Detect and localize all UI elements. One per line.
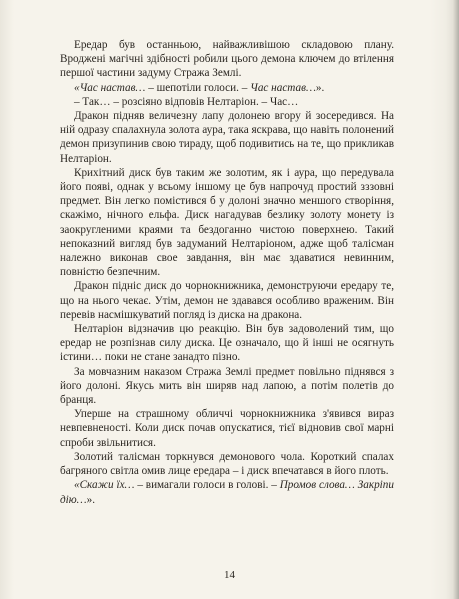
paragraph (60, 38, 394, 81)
body-text (60, 38, 394, 507)
page-number: 14 (224, 569, 235, 581)
italic-text: «Скажи їх… (74, 479, 135, 492)
text-run: – шепотіли голоси. – (145, 81, 251, 94)
text-run: – вимагали голоси в голові. – (134, 479, 280, 492)
page-edge-shadow (453, 0, 459, 599)
text-run: Уперше на страшному обличчі чорнокнижника з'явився вираз невпевненості. Коли диск почав опускатися, тієї відновив свої марні спроби звільнитися. (60, 408, 394, 449)
text-run: – Так… – розсіяно відповів Нелтаріон. – Час… (74, 95, 299, 108)
paragraph (60, 279, 394, 322)
paragraph (60, 81, 394, 95)
paragraph (60, 365, 394, 408)
text-run: Нелтаріон відзначив цю реакцію. Він був задоволений тим, що ередар не розпізнав силу диска. Це означало, що й інші не осягнуть істини… поки не стане занадто пізно. (60, 323, 394, 364)
text-run: Дракон підняв величезну лапу долонею вгору й зосередився. На ній одразу спалахнула золота аура, така яскрава, що навіть полонений демон призупинив свою тираду, щоб подивитись на те, що прикликав Нелтаріон. (60, 110, 394, 165)
text-run: Ередар був останньою, найважливішою складовою плану. Вроджені магічні здібності робили цього демона ключем до втілення першої частини задуму Стража Землі. (60, 39, 394, 80)
text-run: ». (86, 493, 95, 506)
paragraph (60, 322, 394, 365)
paragraph (60, 109, 394, 166)
paragraph (60, 407, 394, 450)
text-run: За мовчазним наказом Стража Землі предмет повільно піднявся з його долоні. Якусь мить він ширяв над лапою, а потім полетів до бранця. (60, 365, 394, 407)
text-run: Золотий талісман торкнувся демонового чола. Короткий спалах багряного світла омив лице ередара – і диск впечатався в його плоть. (60, 450, 394, 478)
italic-text: Промов слова… Закріпи дію… (60, 479, 394, 506)
text-run: ». (315, 81, 325, 94)
text-run: Крихітний диск був таким же золотим, як і аура, що передувала його появі, однак у всьому іншому це був напрочуд простий зззовні предмет. Він легко помістився б у долоні значно меншого створіння, скажімо, нічного ельфа. Диск нагадував безлику золоту монету із заокругленими краями та бездоганно чистою поверхнею. Такий непоказний вигляд був задуманий Нелтаріоном, адже щоб талісман належно виконав свое завдання, він має здаватися невинним, повністю безпечним. (60, 166, 394, 279)
paragraph (60, 478, 394, 506)
paragraph (60, 450, 394, 478)
paragraph (60, 95, 394, 109)
italic-text: Час настав… (250, 81, 316, 94)
paragraph (60, 166, 394, 280)
italic-text: «Час настав… (74, 81, 146, 94)
text-run: Дракон підніс диск до чорнокнижника, демонструючи ередару те, що на нього чекає. Утім, демон не здавався особливо враженим. Він перевів насмішкуватий погляд із диска на дракона. (60, 280, 394, 321)
